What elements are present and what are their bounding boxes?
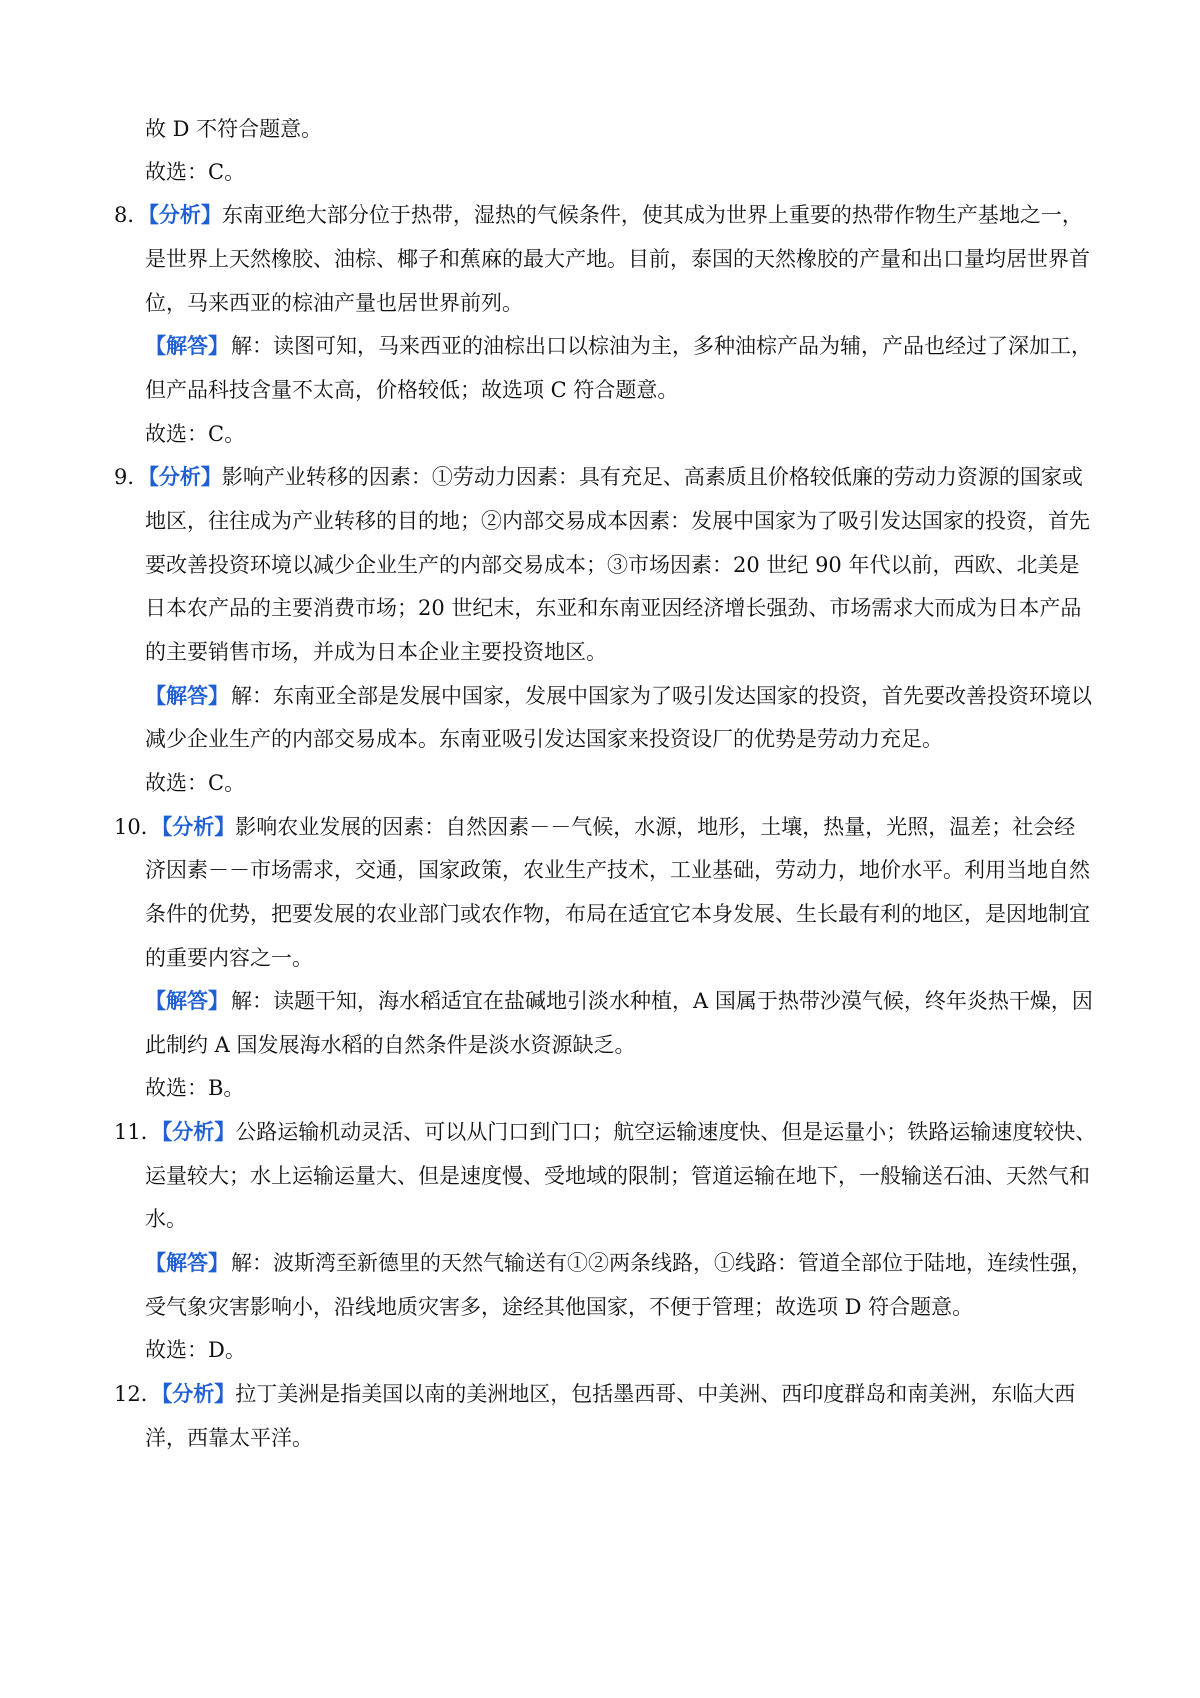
q11-analysis-line-2 xyxy=(145,1160,1095,1192)
answer-text: 减少企业生产的内部交易成本。东南亚吸引发达国家来投资设厂的优势是劳动力充足。 xyxy=(145,727,943,751)
q8-choice xyxy=(145,418,1095,450)
q10-analysis-line-3 xyxy=(145,898,1095,930)
answer-text: 解：波斯湾至新德里的天然气输送有①②两条线路，①线路：管道全部位于陆地，连续性强， xyxy=(231,1251,1092,1275)
analysis-tag: 【分析】 xyxy=(148,202,222,227)
q9-answer-line-2 xyxy=(145,723,1095,755)
choice-text: 故选：C。 xyxy=(145,771,246,795)
q9-choice xyxy=(145,767,1095,799)
q10-analysis-line-4 xyxy=(145,942,1095,974)
answer-tag: 【解答】 xyxy=(145,333,229,358)
q10-answer-line-2 xyxy=(145,1029,1095,1061)
q8-analysis-line-1 xyxy=(114,199,1099,231)
analysis-tag: 【分析】 xyxy=(161,814,236,839)
q10-choice xyxy=(145,1072,1095,1104)
q10-analysis-line-2 xyxy=(145,854,1095,886)
intro-line xyxy=(145,113,1095,145)
q10-analysis-line-1 xyxy=(114,811,1099,843)
question-number: 10． xyxy=(114,815,162,839)
analysis-text: 的重要内容之一。 xyxy=(145,946,313,970)
analysis-text: 日本农产品的主要消费市场；20 世纪末，东亚和东南亚因经济增长强劲、市场需求大而成为日本产品 xyxy=(145,596,1082,620)
analysis-text: 的主要销售市场，并成为日本企业主要投资地区。 xyxy=(145,640,607,664)
q8-analysis-line-3 xyxy=(145,287,1095,319)
analysis-text: 条件的优势，把要发展的农业部门或农作物，布局在适宜它本身发展、生长最有利的地区，是因地制宜 xyxy=(145,902,1090,926)
q9-analysis-line-2 xyxy=(145,505,1095,537)
analysis-text: 水。 xyxy=(145,1207,187,1231)
analysis-text: 拉丁美洲是指美国以南的美洲地区，包括墨西哥、中美洲、西印度群岛和南美洲，东临大西 xyxy=(235,1382,1076,1406)
q11-answer-line-2 xyxy=(145,1291,1095,1323)
q9-analysis-line-3 xyxy=(145,549,1095,581)
q9-analysis-line-4 xyxy=(145,592,1095,624)
question-number: 9． xyxy=(114,465,149,489)
q11-choice xyxy=(145,1334,1095,1366)
question-number: 11． xyxy=(114,1120,162,1144)
analysis-text: 运量较大；水上运输运量大、但是速度慢、受地域的限制；管道运输在地下，一般输送石油、天然气和 xyxy=(145,1164,1090,1188)
answer-text: 受气象灾害影响小，沿线地质灾害多，途经其他国家，不便于管理；故选项 D 符合题意。 xyxy=(145,1295,974,1319)
intro-text: 故 D 不符合题意。 xyxy=(145,117,323,141)
analysis-tag: 【分析】 xyxy=(161,1119,236,1144)
analysis-text: 要改善投资环境以减少企业生产的内部交易成本；③市场因素：20 世纪 90 年代以前，西欧、北美是 xyxy=(145,553,1080,577)
q10-answer-line-1 xyxy=(145,985,1095,1017)
analysis-text: 济因素－－市场需求，交通，国家政策，农业生产技术，工业基础，劳动力，地价水平。利用当地自然 xyxy=(145,858,1090,882)
analysis-text: 影响产业转移的因素：①劳动力因素：具有充足、高素质且价格较低廉的劳动力资源的国家或 xyxy=(221,465,1083,489)
analysis-text: 影响农业发展的因素：自然因素－－气候，水源，地形，土壤，热量，光照，温差；社会经 xyxy=(235,815,1076,839)
q12-analysis-line-2 xyxy=(145,1422,1095,1454)
choice-text: 故选：D。 xyxy=(145,1338,246,1362)
question-number: 12． xyxy=(114,1382,162,1406)
q8-analysis-line-2 xyxy=(145,243,1095,275)
choice-text: 故选：B。 xyxy=(145,1076,245,1100)
q11-answer-line-1 xyxy=(145,1247,1095,1279)
analysis-text: 洋，西靠太平洋。 xyxy=(145,1426,313,1450)
answer-text: 此制约 A 国发展海水稻的自然条件是淡水资源缺乏。 xyxy=(145,1033,636,1057)
choice-text: 故选：C。 xyxy=(145,422,246,446)
analysis-text: 位，马来西亚的棕油产量也居世界前列。 xyxy=(145,291,523,315)
question-number: 8． xyxy=(114,203,149,227)
q9-analysis-line-5 xyxy=(145,636,1095,668)
answer-text: 解：读题干知，海水稻适宜在盐碱地引淡水种植，A 国属于热带沙漠气候，终年炎热干燥，因 xyxy=(231,989,1093,1013)
answer-tag: 【解答】 xyxy=(145,1250,229,1275)
q11-analysis-line-3 xyxy=(145,1203,1095,1235)
answer-text: 但产品科技含量不太高，价格较低；故选项 C 符合题意。 xyxy=(145,378,679,402)
answer-text: 解：东南亚全部是发展中国家，发展中国家为了吸引发达国家的投资，首先要改善投资环境以 xyxy=(231,684,1092,708)
answer-tag: 【解答】 xyxy=(145,683,229,708)
analysis-text: 是世界上天然橡胶、油棕、椰子和蕉麻的最大产地。目前，泰国的天然橡胶的产量和出口量均居世界首 xyxy=(145,247,1090,271)
answer-tag: 【解答】 xyxy=(145,988,229,1013)
analysis-tag: 【分析】 xyxy=(161,1381,236,1406)
analysis-text: 东南亚绝大部分位于热带，湿热的气候条件，使其成为世界上重要的热带作物生产基地之一， xyxy=(221,203,1083,227)
q8-answer-line-2 xyxy=(145,374,1095,406)
q12-analysis-line-1 xyxy=(114,1378,1099,1410)
q11-analysis-line-1 xyxy=(114,1116,1099,1148)
analysis-text: 地区，往往成为产业转移的目的地；②内部交易成本因素：发展中国家为了吸引发达国家的投资，首先 xyxy=(145,509,1090,533)
q8-answer-line-1 xyxy=(145,330,1095,362)
analysis-text: 公路运输机动灵活、可以从门口到门口；航空运输速度快、但是运量小；铁路运输速度较快、 xyxy=(235,1120,1097,1144)
analysis-tag: 【分析】 xyxy=(148,464,222,489)
choice-text: 故选：C。 xyxy=(145,160,246,184)
intro-choice xyxy=(145,156,1095,188)
q9-answer-line-1 xyxy=(145,680,1095,712)
q9-analysis-line-1 xyxy=(114,461,1099,493)
answer-text: 解：读图可知，马来西亚的油棕出口以棕油为主，多种油棕产品为辅，产品也经过了深加工， xyxy=(231,334,1092,358)
